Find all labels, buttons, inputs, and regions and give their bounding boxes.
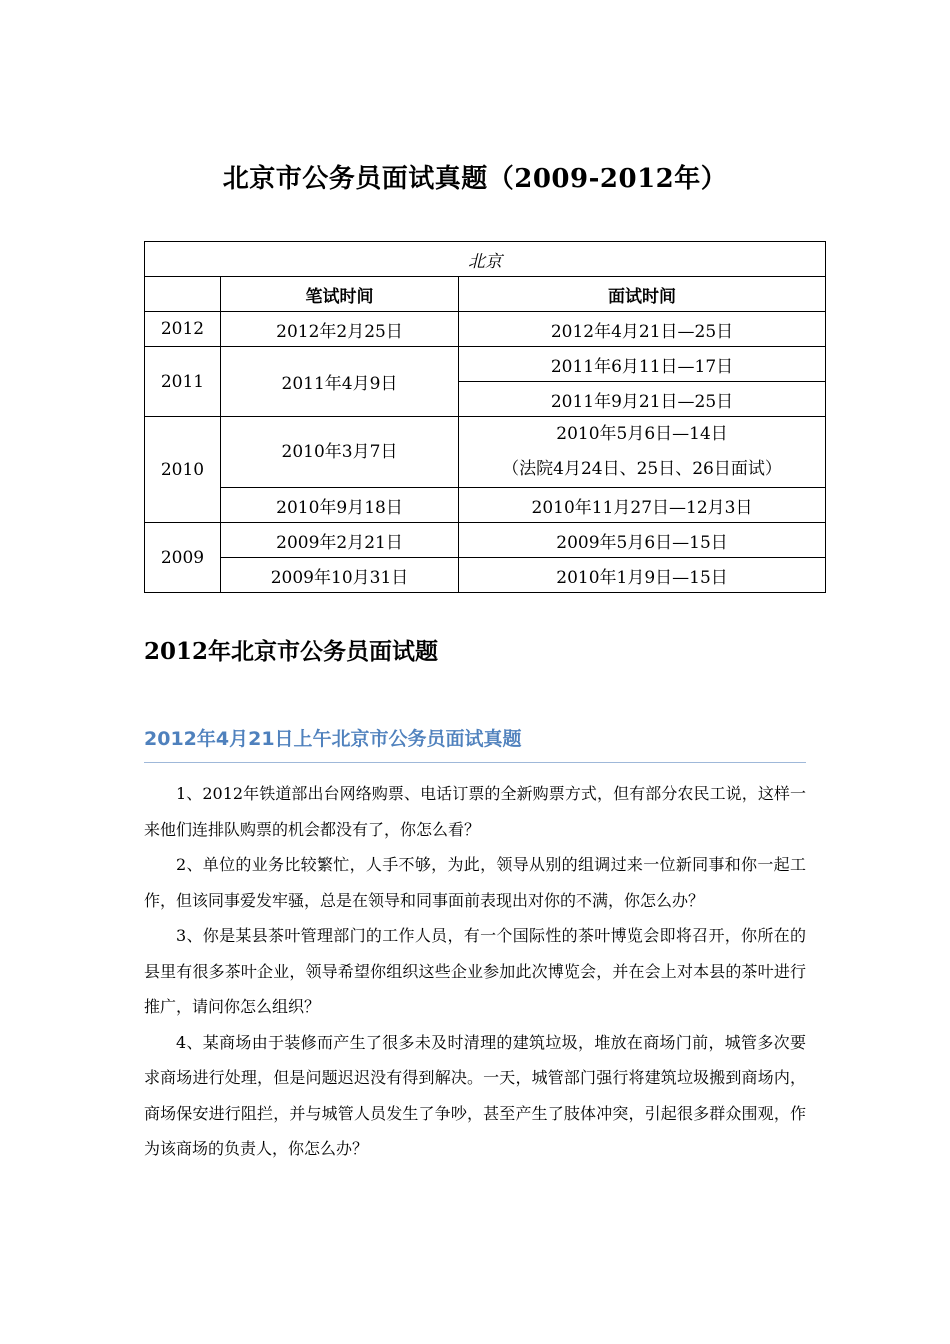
written-date-cell: 2011年4月9日: [221, 347, 459, 417]
table-row: [145, 312, 826, 347]
interview-date-cell: 2011年6月11日—17日: [459, 347, 826, 382]
interview-date-line: 2010年5月6日—14日: [556, 424, 728, 444]
year-cell: 2012: [145, 312, 221, 347]
exam-schedule-table: [144, 241, 826, 593]
question-item: 3、你是某县茶叶管理部门的工作人员，有一个国际性的茶叶博览会即将召开，你所在的县里有很多茶叶企业，领导希望你组织这些企业参加此次博览会，并在会上对本县的茶叶进行推广，请问你怎么组织？: [144, 926, 806, 1016]
year-cell: 2009: [145, 523, 221, 593]
document-title: 北京市公务员面试真题（2009-2012年）: [222, 164, 728, 194]
interview-note-line: （法院4月24日、25日、26日面试）: [502, 459, 782, 479]
table-row: [145, 242, 826, 277]
written-date-cell: 2012年2月25日: [221, 312, 459, 347]
column-header-year: [145, 277, 221, 312]
interview-date-cell: 2009年5月6日—15日: [459, 523, 826, 558]
year-cell: 2010: [145, 417, 221, 523]
table-row: [145, 347, 826, 382]
section-heading: 2012年北京市公务员面试题: [144, 638, 439, 665]
table-row: [145, 417, 826, 488]
interview-date-cell: 2012年4月21日—25日: [459, 312, 826, 347]
table-row: [145, 488, 826, 523]
subsection-heading: 2012年4月21日上午北京市公务员面试真题: [144, 728, 522, 750]
written-date-cell: 2010年3月7日: [221, 417, 459, 488]
interview-date-cell: [459, 417, 826, 488]
interview-date-cell: 2010年11月27日—12月3日: [459, 488, 826, 523]
column-header-written: 笔试时间: [221, 277, 459, 312]
column-header-interview: 面试时间: [459, 277, 826, 312]
interview-date-cell: 2010年1月9日—15日: [459, 558, 826, 593]
interview-date-cell: 2011年9月21日—25日: [459, 382, 826, 417]
question-item: 2、单位的业务比较繁忙，人手不够，为此，领导从别的组调过来一位新同事和你一起工作，但该同事爱发牢骚，总是在领导和同事面前表现出对你的不满，你怎么办？: [144, 855, 806, 910]
table-row: [145, 523, 826, 558]
table-header-row: [145, 277, 826, 312]
question-item: 1、2012年铁道部出台网络购票、电话订票的全新购票方式，但有部分农民工说，这样一来他们连排队购票的机会都没有了，你怎么看？: [144, 784, 806, 839]
table-row: [145, 558, 826, 593]
question-item: 4、某商场由于装修而产生了很多未及时清理的建筑垃圾，堆放在商场门前，城管多次要求商场进行处理，但是问题迟迟没有得到解决。一天，城管部门强行将建筑垃圾搬到商场内，商场保安进行阻拦，并与城管人员发生了争吵，甚至产生了肢体冲突，引起很多群众围观，作为该商场的负责人，你怎么办？: [144, 1032, 806, 1158]
written-date-cell: 2010年9月18日: [221, 488, 459, 523]
year-cell: 2011: [145, 347, 221, 417]
written-date-cell: 2009年10月31日: [221, 558, 459, 593]
region-header: 北京: [145, 242, 826, 277]
question-list: [144, 776, 806, 1167]
heading-divider: [144, 762, 806, 763]
written-date-cell: 2009年2月21日: [221, 523, 459, 558]
